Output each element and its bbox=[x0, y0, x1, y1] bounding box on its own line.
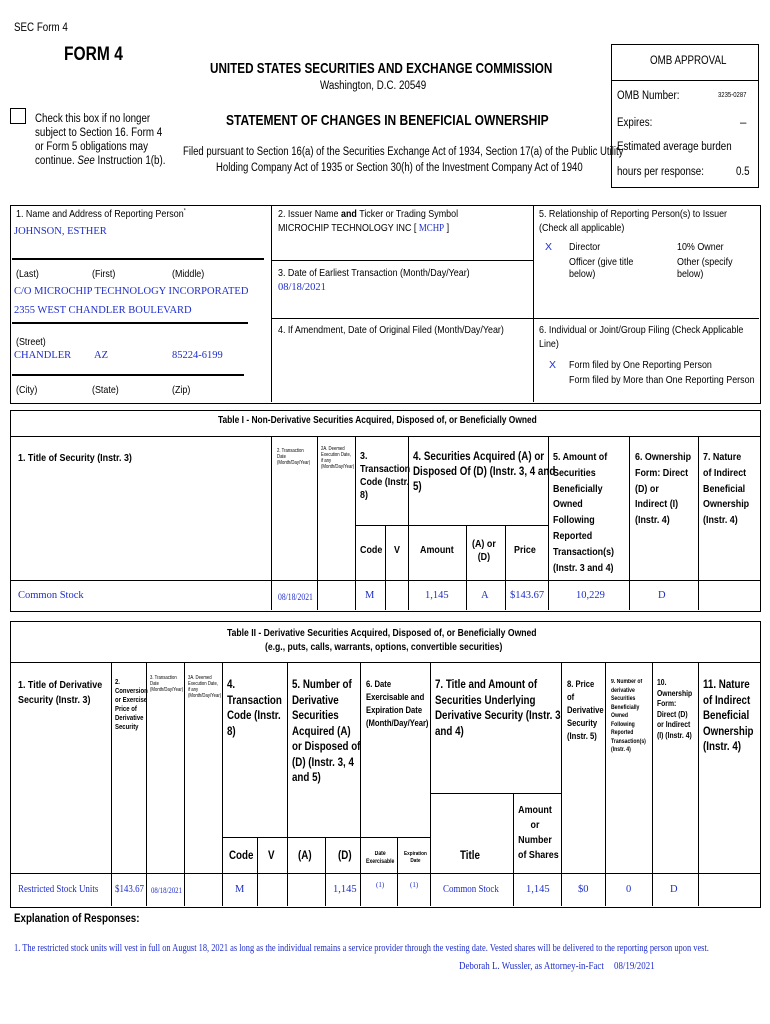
table1-col-nature: 7. Nature of Indirect Beneficial Ownership (Instr. 4) bbox=[703, 451, 750, 527]
omb-hours-value: 0.5 bbox=[736, 166, 750, 178]
table2-col-transaction-date: 3. Transaction Date (Month/Day/Year) bbox=[150, 675, 184, 693]
table2-col-number-derivative: 5. Number of Derivative Securities Acquired (A) or Disposed of (D) (Instr. 3, 4 and 5) bbox=[292, 679, 361, 784]
table2-subtitle: (e.g., puts, calls, warrants, options, convertible securities) bbox=[265, 641, 503, 653]
filed-pursuant-line1: Filed pursuant to Section 16(a) of the Securities Exchange Act of 1934, Section 17(a) of the Public Utility bbox=[183, 146, 624, 158]
explanation-note-1: 1. The restricted stock units will vest in full on August 18, 2021 as long as the individual remains a service provider through the vesting date. Vested shares will be delivered to the reporting person upon vest. bbox=[14, 943, 709, 954]
table2-col-underlying: 7. Title and Amount of Securities Underlying Derivative Security (Instr. 3 and 4) bbox=[435, 679, 561, 738]
table2-row-underlying-amount[interactable]: 1,145 bbox=[526, 884, 550, 895]
state-label: (State) bbox=[92, 384, 119, 396]
table2-row-conversion-price[interactable]: $143.67 bbox=[115, 884, 145, 895]
table1-row-form[interactable]: D bbox=[658, 590, 666, 601]
table1-title: Table I - Non-Derivative Securities Acquired, Disposed of, or Beneficially Owned bbox=[218, 414, 537, 426]
table1-row-code[interactable]: M bbox=[365, 590, 375, 601]
agency-title: UNITED STATES SECURITIES AND EXCHANGE COMMISSION bbox=[210, 60, 553, 77]
omb-hours-label: hours per response: bbox=[617, 166, 704, 178]
table2-sub-date-exercisable: Date Exercisable bbox=[366, 851, 395, 865]
other-option[interactable]: Other (specify below) bbox=[677, 256, 733, 280]
state-value[interactable]: AZ bbox=[94, 350, 108, 361]
multi-person-option[interactable]: Form filed by More than One Reporting Person bbox=[569, 374, 755, 386]
table2-sub-expiration: Expiration Date bbox=[404, 851, 427, 864]
table2-sub-d: (D) bbox=[338, 850, 352, 862]
one-person-option[interactable]: Form filed by One Reporting Person bbox=[569, 359, 712, 371]
table2-col-price-derivative: 8. Price of Derivative Security (Instr. 5) bbox=[567, 679, 604, 741]
sec-form-label: SEC Form 4 bbox=[14, 22, 68, 34]
table2-row-d[interactable]: 1,145 bbox=[333, 884, 357, 895]
director-checkmark[interactable]: X bbox=[545, 241, 553, 253]
zip-value[interactable]: 85224-6199 bbox=[172, 350, 223, 361]
omb-expires-value: – bbox=[740, 117, 747, 129]
omb-title: OMB APPROVAL bbox=[650, 55, 727, 67]
middle-label: (Middle) bbox=[172, 268, 205, 280]
omb-burden-label: Estimated average burden bbox=[617, 141, 732, 153]
table1-col-deemed-date: 2A. Deemed Execution Date, if any (Month/Day/Year) bbox=[321, 446, 355, 470]
explanation-heading: Explanation of Responses: bbox=[14, 913, 140, 925]
first-label: (First) bbox=[92, 268, 116, 280]
earliest-transaction-label: 3. Date of Earliest Transaction (Month/Day/Year) bbox=[278, 267, 470, 279]
table1-sub-price: Price bbox=[514, 544, 536, 556]
table1-sub-v: V bbox=[394, 544, 400, 556]
table1-row-title[interactable]: Common Stock bbox=[18, 590, 84, 601]
table2-col-ownership-form: 10. Ownership Form: Direct (D) or Indirect (I) (Instr. 4) bbox=[657, 678, 693, 740]
filing-type-label-line2: Line) bbox=[539, 338, 559, 350]
table1-sub-code: Code bbox=[360, 544, 383, 556]
ten-percent-owner-option[interactable]: 10% Owner bbox=[677, 241, 724, 253]
street-label: (Street) bbox=[16, 336, 46, 348]
section16-checkbox[interactable] bbox=[10, 108, 26, 124]
table2-col-exercise-dates: 6. Date Exercisable and Expiration Date (Month/Day/Year) bbox=[366, 679, 429, 728]
omb-expires-label: Expires: bbox=[617, 117, 653, 129]
address-line1[interactable]: C/O MICROCHIP TECHNOLOGY INCORPORATED bbox=[14, 286, 249, 297]
reporting-person-name[interactable]: JOHNSON, ESTHER bbox=[14, 226, 107, 237]
table1-col-amount-owned: 5. Amount of Securities Beneficially Owned Following Reported Transaction(s) (Instr. 3 and 4) bbox=[553, 451, 615, 574]
table2-row-derivative-price[interactable]: $0 bbox=[578, 884, 589, 895]
table1-row-date[interactable]: 08/18/2021 bbox=[278, 592, 313, 602]
table2-row-form[interactable]: D bbox=[670, 884, 678, 895]
table1-row-amount[interactable]: 1,145 bbox=[425, 590, 449, 601]
table2-sub-a: (A) bbox=[298, 850, 312, 862]
address-line2[interactable]: 2355 WEST CHANDLER BOULEVARD bbox=[14, 305, 192, 316]
table2-sub-title: Title bbox=[460, 850, 480, 862]
statement-title: STATEMENT OF CHANGES IN BENEFICIAL OWNERSHIP bbox=[226, 112, 549, 129]
issuer-name: MICROCHIP TECHNOLOGY INC [ MCHP ] bbox=[278, 222, 450, 234]
form-title: FORM 4 bbox=[64, 44, 123, 65]
last-label: (Last) bbox=[16, 268, 39, 280]
table1-sub-a-or-d: (A) or (D) bbox=[472, 538, 496, 563]
table2-col-number-owned: 9. Number of derivative Securities Beneficially Owned Following Reported Transaction(s) (Instr. 4) bbox=[611, 679, 646, 753]
table2-row-exercisable[interactable]: (1) bbox=[376, 881, 385, 889]
signature-date: 08/19/2021 bbox=[614, 961, 655, 972]
table1-col-transaction-date: 2. Transaction Date (Month/Day/Year) bbox=[277, 448, 311, 466]
individual-filing-checkmark[interactable]: X bbox=[549, 359, 557, 371]
table2-row-underlying-title[interactable]: Common Stock bbox=[443, 884, 499, 895]
city-value[interactable]: CHANDLER bbox=[14, 350, 72, 361]
table1-col-securities-acquired: 4. Securities Acquired (A) or Disposed Of (D) (Instr. 3, 4 and 5) bbox=[413, 451, 556, 493]
reporting-person-label: 1. Name and Address of Reporting Person* bbox=[16, 208, 186, 220]
earliest-transaction-date[interactable]: 08/18/2021 bbox=[278, 282, 326, 293]
issuer-label: 2. Issuer Name and Ticker or Trading Symbol bbox=[278, 208, 459, 220]
table2-col-deemed-date: 3A. Deemed Execution Date, if any (Month/Day/Year) bbox=[188, 675, 222, 699]
table2-row-expiration[interactable]: (1) bbox=[410, 881, 419, 889]
table1-col-title: 1. Title of Security (Instr. 3) bbox=[18, 452, 132, 464]
omb-number-value: 3235-0287 bbox=[718, 92, 747, 99]
ticker-symbol[interactable]: MCHP bbox=[418, 223, 445, 234]
city-label: (City) bbox=[16, 384, 38, 396]
table2-sub-v: V bbox=[268, 850, 275, 862]
table1-row-price[interactable]: $143.67 bbox=[510, 590, 545, 601]
table2-col-transaction-code: 4. Transaction Code (Instr. 8) bbox=[227, 679, 282, 738]
amendment-label: 4. If Amendment, Date of Original Filed (Month/Day/Year) bbox=[278, 324, 504, 336]
filing-type-label: 6. Individual or Joint/Group Filing (Check Applicable bbox=[539, 324, 744, 336]
table1-sub-amount: Amount bbox=[420, 544, 454, 556]
table2-row-code[interactable]: M bbox=[235, 884, 245, 895]
table1-row-owned[interactable]: 10,229 bbox=[576, 590, 605, 601]
zip-label: (Zip) bbox=[172, 384, 191, 396]
table1-col-transaction-code: 3. Transaction Code (Instr. 8) bbox=[360, 450, 411, 501]
table2-col-conversion-price: 2. Conversion or Exercise Price of Derivative Security bbox=[115, 679, 148, 731]
table2-col-nature: 11. Nature of Indirect Beneficial Ownership (Instr. 4) bbox=[703, 679, 754, 753]
filed-pursuant-line2: Holding Company Act of 1935 or Section 30(h) of the Investment Company Act of 1940 bbox=[216, 162, 583, 174]
table2-sub-code: Code bbox=[229, 850, 254, 862]
table2-row-title[interactable]: Restricted Stock Units bbox=[18, 884, 99, 895]
relationship-check-label: (Check all applicable) bbox=[539, 222, 625, 234]
director-option[interactable]: Director bbox=[569, 241, 601, 253]
signature-name: Deborah L. Wussler, as Attorney-in-Fact bbox=[459, 961, 604, 972]
table2-row-owned[interactable]: 0 bbox=[626, 884, 632, 895]
officer-option[interactable]: Officer (give title below) bbox=[569, 256, 634, 280]
table1-row-a-or-d[interactable]: A bbox=[481, 590, 489, 601]
table2-col-title: 1. Title of Derivative Security (Instr. 3) bbox=[18, 679, 103, 706]
checkbox-instructions: Check this box if no longer subject to Section 16. Form 4 or Form 5 obligations may continue. See Instruction 1(b). bbox=[35, 113, 166, 167]
table1-col-ownership-form: 6. Ownership Form: Direct (D) or Indirect (I) (Instr. 4) bbox=[635, 451, 692, 527]
omb-number-label: OMB Number: bbox=[617, 90, 680, 102]
table2-row-date[interactable]: 08/18/2021 bbox=[151, 886, 182, 895]
agency-location: Washington, D.C. 20549 bbox=[320, 80, 427, 92]
relationship-label: 5. Relationship of Reporting Person(s) to Issuer bbox=[539, 208, 728, 220]
table2-title: Table II - Derivative Securities Acquired, Disposed of, or Beneficially Owned bbox=[227, 627, 537, 639]
table2-sub-amount-shares: Amount or Number of Shares bbox=[518, 804, 559, 861]
